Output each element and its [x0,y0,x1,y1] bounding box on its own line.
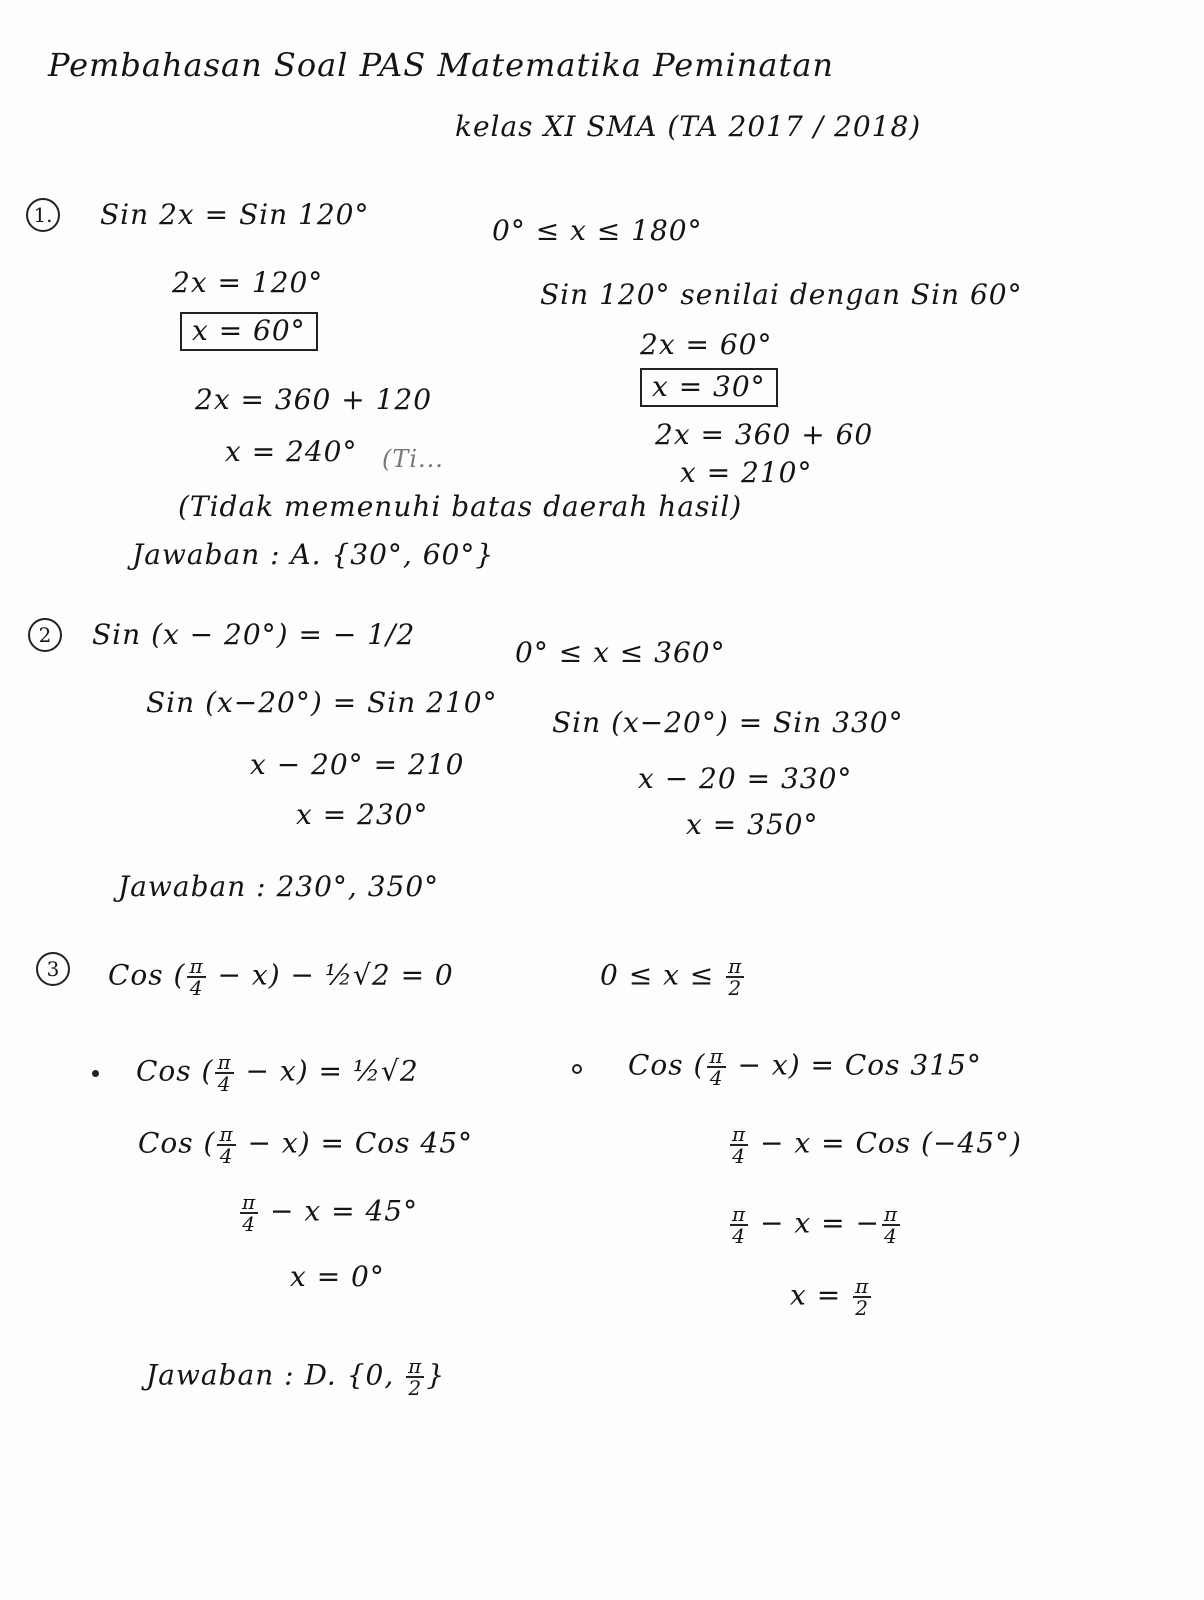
page-subtitle: kelas XI SMA (TA 2017 / 2018) [455,110,922,143]
p1-right-boxed-result: x = 30° [640,368,778,407]
left-case-bullet [92,1070,99,1077]
p2-left-step-2: x − 20° = 210 [250,748,465,781]
p2-right-step-1: Sin (x−20°) = Sin 330° [552,706,904,739]
right-case-bullet [572,1064,582,1074]
pi-over-4-fraction: $\frac{\pi}{4}$ [709,1044,724,1090]
p3-right-step-3: $\frac{\pi}{4}$ − x = − $\frac{\pi}{4}$ [732,1202,899,1248]
p3-answer: Jawaban : D. {0, $\frac{\pi}{2}$ } [146,1354,446,1400]
p1-right-step-2: 2x = 60° [640,328,773,361]
p1-answer: Jawaban : A. {30°, 60°} [132,538,495,571]
p1-right-step-5: x = 210° [680,456,813,489]
problem-3-number: 3 [36,952,70,986]
problem-1-domain: 0° ≤ x ≤ 180° [492,214,703,247]
p2-left-step-1: Sin (x−20°) = Sin 210° [146,686,498,719]
pi-over-2-fraction: $\frac{\pi}{2}$ [728,954,743,1000]
p1-right-step-1: Sin 120° senilai dengan Sin 60° [540,278,1023,311]
pi-over-4-fraction: $\frac{\pi}{4}$ [242,1190,257,1236]
page-title: Pembahasan Soal PAS Matematika Peminatan [48,46,835,84]
problem-1-equation: Sin 2x = Sin 120° [100,198,370,231]
p3-left-step-1: Cos ( $\frac{\pi}{4}$ − x) = ½√2 [136,1050,419,1096]
p3-right-step-1: Cos ( $\frac{\pi}{4}$ − x) = Cos 315° [628,1044,982,1090]
p1-note: (Tidak memenuhi batas daerah hasil) [178,490,743,523]
p1-left-step-3: 2x = 360 + 120 [195,383,433,416]
pi-over-2-fraction: $\frac{\pi}{2}$ [408,1354,423,1400]
p1-right-step-4: 2x = 360 + 60 [655,418,874,451]
p2-right-step-3: x = 350° [686,808,819,841]
pi-over-4-fraction: $\frac{\pi}{4}$ [732,1202,747,1248]
p3-right-step-4: x = $\frac{\pi}{2}$ [790,1274,870,1320]
p3-left-step-4: x = 0° [290,1260,385,1293]
p3-left-step-3: $\frac{\pi}{4}$ − x = 45° [242,1190,419,1236]
pi-over-4-fraction: $\frac{\pi}{4}$ [732,1122,747,1168]
p3-left-step-2: Cos ( $\frac{\pi}{4}$ − x) = Cos 45° [138,1122,474,1168]
p2-right-step-2: x − 20 = 330° [638,762,853,795]
p2-answer: Jawaban : 230°, 350° [118,870,440,903]
pi-over-4-fraction: $\frac{\pi}{4}$ [883,1202,899,1248]
p1-left-step-4: x = 240° [225,435,358,468]
p1-left-step-4-note: (Ti... [382,445,444,473]
problem-2-number: 2 [28,618,62,652]
problem-3-domain: 0 ≤ x ≤ $\frac{\pi}{2}$ [600,954,743,1000]
p1-left-boxed-result: x = 60° [180,312,318,351]
p2-left-step-3: x = 230° [296,798,429,831]
problem-3-equation: Cos ( $\frac{\pi}{4}$ − x) − ½√2 = 0 [108,954,454,1000]
pi-over-2-fraction: $\frac{\pi}{2}$ [855,1274,870,1320]
pi-over-4-fraction: $\frac{\pi}{4}$ [189,954,204,1000]
p1-left-step-1: 2x = 120° [172,266,324,299]
p3-right-step-2: $\frac{\pi}{4}$ − x = Cos (−45°) [732,1122,1022,1168]
problem-2-equation: Sin (x − 20°) = − 1/2 [92,618,416,651]
problem-2-domain: 0° ≤ x ≤ 360° [515,636,726,669]
pi-over-4-fraction: $\frac{\pi}{4}$ [217,1050,232,1096]
problem-1-number: 1. [26,198,60,232]
pi-over-4-fraction: $\frac{\pi}{4}$ [219,1122,234,1168]
